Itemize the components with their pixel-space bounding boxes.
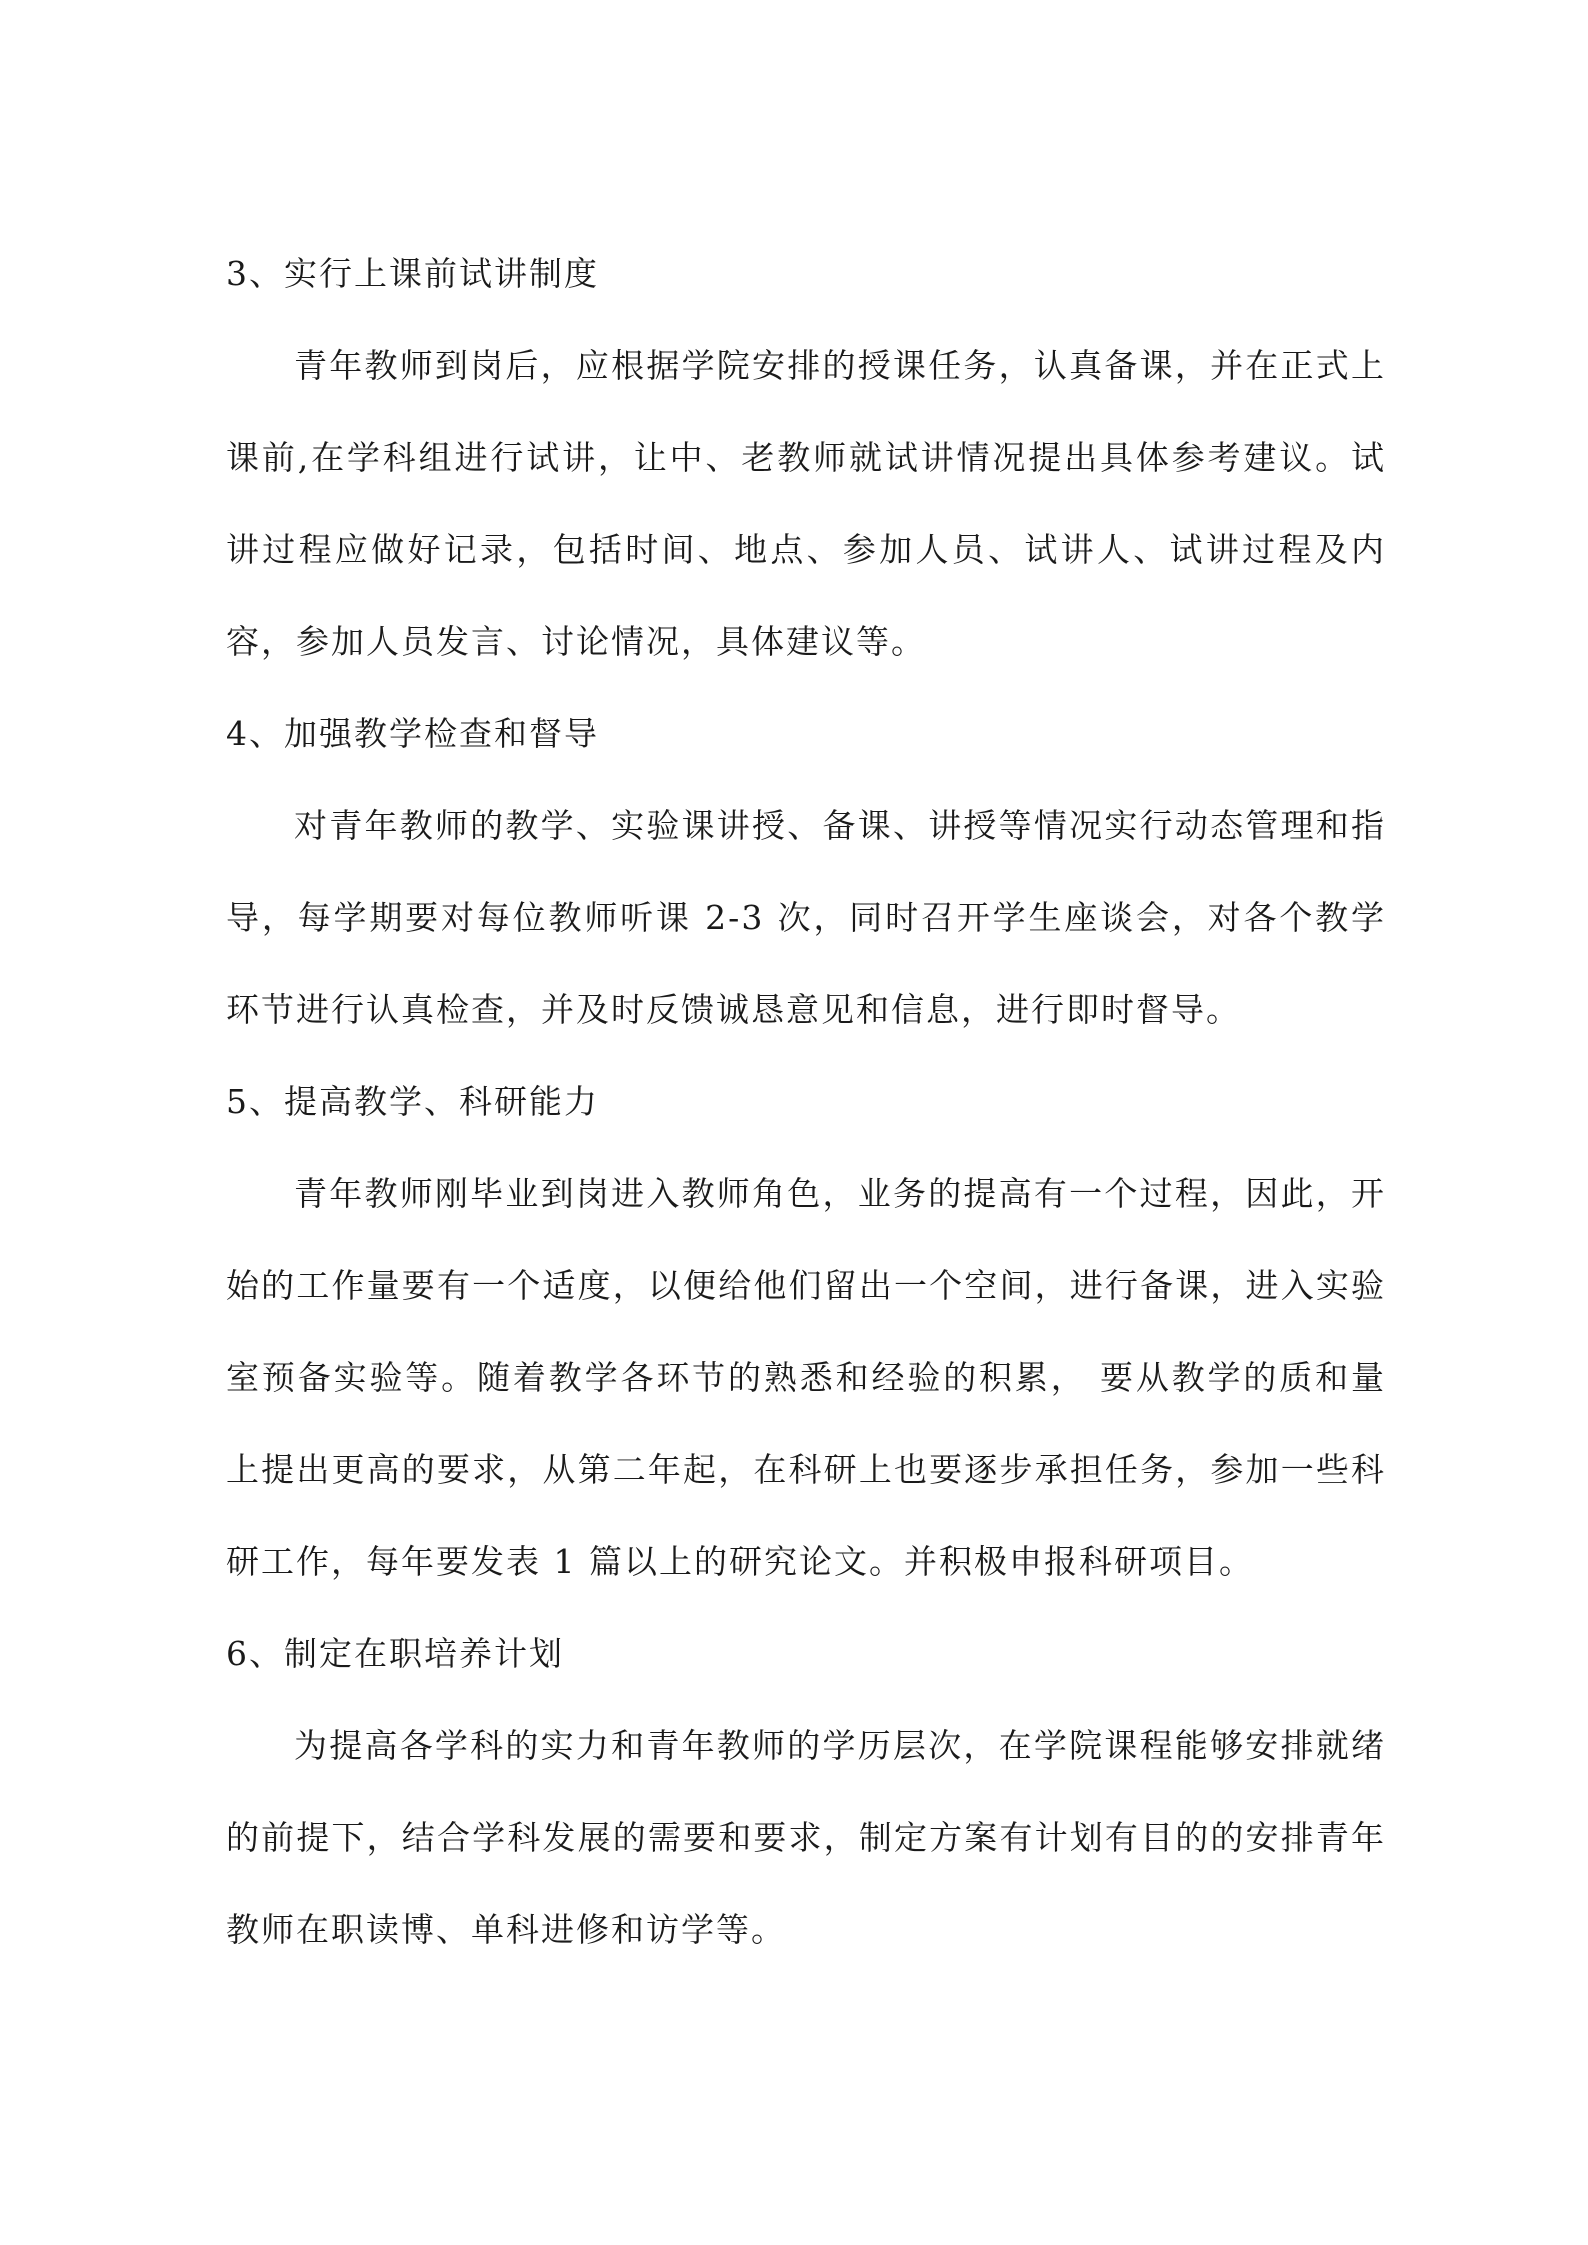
section-heading: 6、制定在职培养计划 bbox=[226, 1634, 564, 1673]
section-paragraph: 青年教师到岗后，应根据学院安排的授课任务，认真备课，并在正式上课前,在学科组进行试讲，让中、老教师就试讲情况提出具体参考建议。试讲过程应做好记录，包括时间、地点、参加人员、试讲人、试讲过程及内容，参加人员发言、讨论情况，具体建议等。 bbox=[226, 346, 1386, 661]
section-6 bbox=[226, 1608, 1386, 1976]
section-heading: 5、提高教学、科研能力 bbox=[226, 1082, 599, 1121]
document-body bbox=[226, 228, 1386, 1976]
section-paragraph: 青年教师刚毕业到岗进入教师角色，业务的提高有一个过程，因此，开始的工作量要有一个适度，以便给他们留出一个空间，进行备课，进入实验室预备实验等。随着教学各环节的熟悉和经验的积累， 要从教学的质和量上提出更高的要求，从第二年起，在科研上也要逐步承担任务，参加一些科研工作，每年要发表 1 篇以上的研究论文。并积极申报科研项目。 bbox=[226, 1174, 1386, 1581]
section-4 bbox=[226, 688, 1386, 1056]
section-heading: 4、加强教学检查和督导 bbox=[226, 714, 599, 753]
section-paragraph: 对青年教师的教学、实验课讲授、备课、讲授等情况实行动态管理和指导，每学期要对每位教师听课 2-3 次，同时召开学生座谈会，对各个教学环节进行认真检查，并及时反馈诚恳意见和信息，进行即时督导。 bbox=[226, 806, 1386, 1029]
section-heading: 3、实行上课前试讲制度 bbox=[226, 254, 599, 293]
section-5 bbox=[226, 1056, 1386, 1608]
section-paragraph: 为提高各学科的实力和青年教师的学历层次，在学院课程能够安排就绪的前提下，结合学科发展的需要和要求，制定方案有计划有目的的安排青年教师在职读博、单科进修和访学等。 bbox=[226, 1726, 1386, 1949]
section-3 bbox=[226, 228, 1386, 688]
